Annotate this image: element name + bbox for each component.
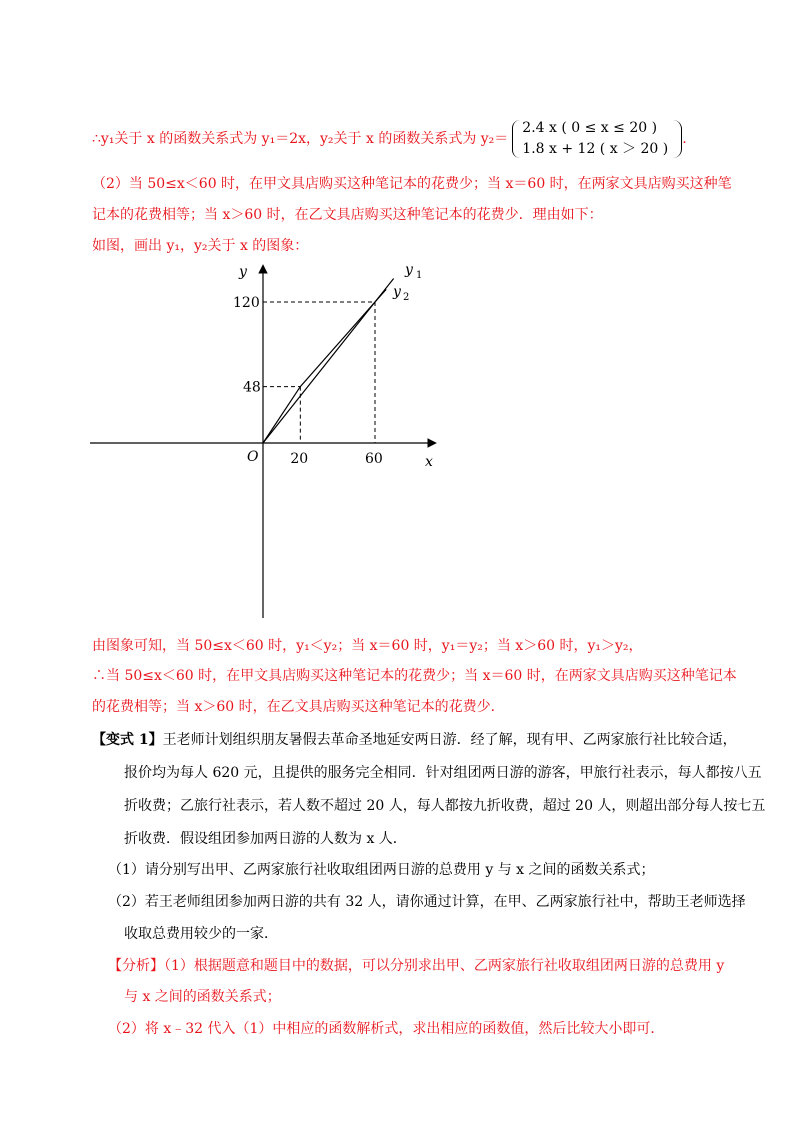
question-1: （1）请分别写出甲、乙两家旅行社收取组团两日游的总费用 y 与 x 之间的函数关系式； (108, 862, 655, 878)
origin-label: O (247, 449, 259, 465)
y-tick-48: 48 (243, 379, 261, 396)
answer-line-1 (92, 117, 687, 161)
answer-line-2: （2）当 50≤x＜60 时，在甲文具店购买这种笔记本的花费少；当 x＝60 时，在两家文具店购买这种笔 (92, 176, 732, 192)
answer-line-4: 如图，画出 y₁，y₂关于 x 的图象： (92, 238, 309, 254)
function-graph (85, 258, 445, 623)
conclusion-line-2: ∴当 50≤x＜60 时，在甲文具店购买这种笔记本的花费少；当 x＝60 时，在两家文具店购买这种笔记本 (92, 668, 737, 684)
series-y1-subscript: 1 (416, 270, 423, 281)
question-2-cont: 收取总费用较少的一家． (124, 926, 278, 942)
variant-text-1: 王老师计划组织朋友暑假去革命圣地延安两日游．经了解，现有甲、乙两家旅行社比较合适， (162, 732, 737, 748)
piecewise-function (512, 118, 682, 160)
conclusion-line-1: 由图象可知，当 50≤x＜60 时，y₁＜y₂；当 x＝60 时，y₁＝y₂；当 x＞60 时，y₁＞y₂， (92, 638, 643, 654)
y-axis-label: y (239, 264, 247, 280)
variant-line-4: 折收费．假设组团参加两日游的人数为 x 人． (124, 831, 407, 847)
x-tick-60: 60 (365, 451, 383, 467)
variant-line-2: 报价均为每人 620 元，且提供的服务完全相同．针对组团两日游的游客，甲旅行社表示，每人都按八五 (124, 765, 762, 781)
series-y1-label: y (405, 262, 413, 278)
conclusion-line-3: 的花费相等；当 x＞60 时，在乙文具店购买这种笔记本的花费少． (92, 699, 505, 715)
question-2: （2）若王老师组团参加两日游的共有 32 人，请你通过计算，在甲、乙两家旅行社中，帮助王老师选择 (108, 894, 746, 910)
series-y2-subscript: 2 (403, 292, 410, 303)
piece-1: 2.4 x ( 0 ≤ x ≤ 20 ) (522, 120, 658, 136)
answer-line-1-end: . (682, 131, 687, 147)
series-y2-label: y (393, 284, 401, 300)
x-axis-label: x (425, 454, 433, 470)
answer-line-3: 记本的花费相等；当 x＞60 时，在乙文具店购买这种笔记本的花费少．理由如下： (92, 207, 603, 223)
right-paren (673, 120, 682, 158)
variant-line-3: 折收费；乙旅行社表示，若人数不超过 20 人，每人都按九折收费，超过 20 人，则超出部分每人按七五 (124, 798, 766, 814)
left-brace (512, 120, 521, 158)
x-tick-20: 20 (290, 451, 309, 467)
y-tick-120: 120 (233, 295, 260, 311)
variant-label: 【变式 1】 (92, 732, 163, 748)
analysis-line-3: （2）将 x﹣32 代入（1）中相应的函数解析式，求出相应的函数值，然后比较大小即可． (108, 1021, 665, 1037)
analysis-line-2: 与 x 之间的函数关系式； (124, 989, 281, 1005)
piece-2: 1.8 x + 12 ( x ＞ 20 ) (522, 141, 669, 157)
variant-line-1 (92, 730, 737, 750)
analysis-line-1: 【分析】（1）根据题意和题目中的数据，可以分别求出甲、乙两家旅行社收取组团两日游的总费用 y (108, 958, 725, 974)
answer-line-1-text: ∴y₁关于 x 的函数关系式为 y₁＝2x，y₂关于 x 的函数关系式为 y₂＝ (92, 131, 509, 147)
